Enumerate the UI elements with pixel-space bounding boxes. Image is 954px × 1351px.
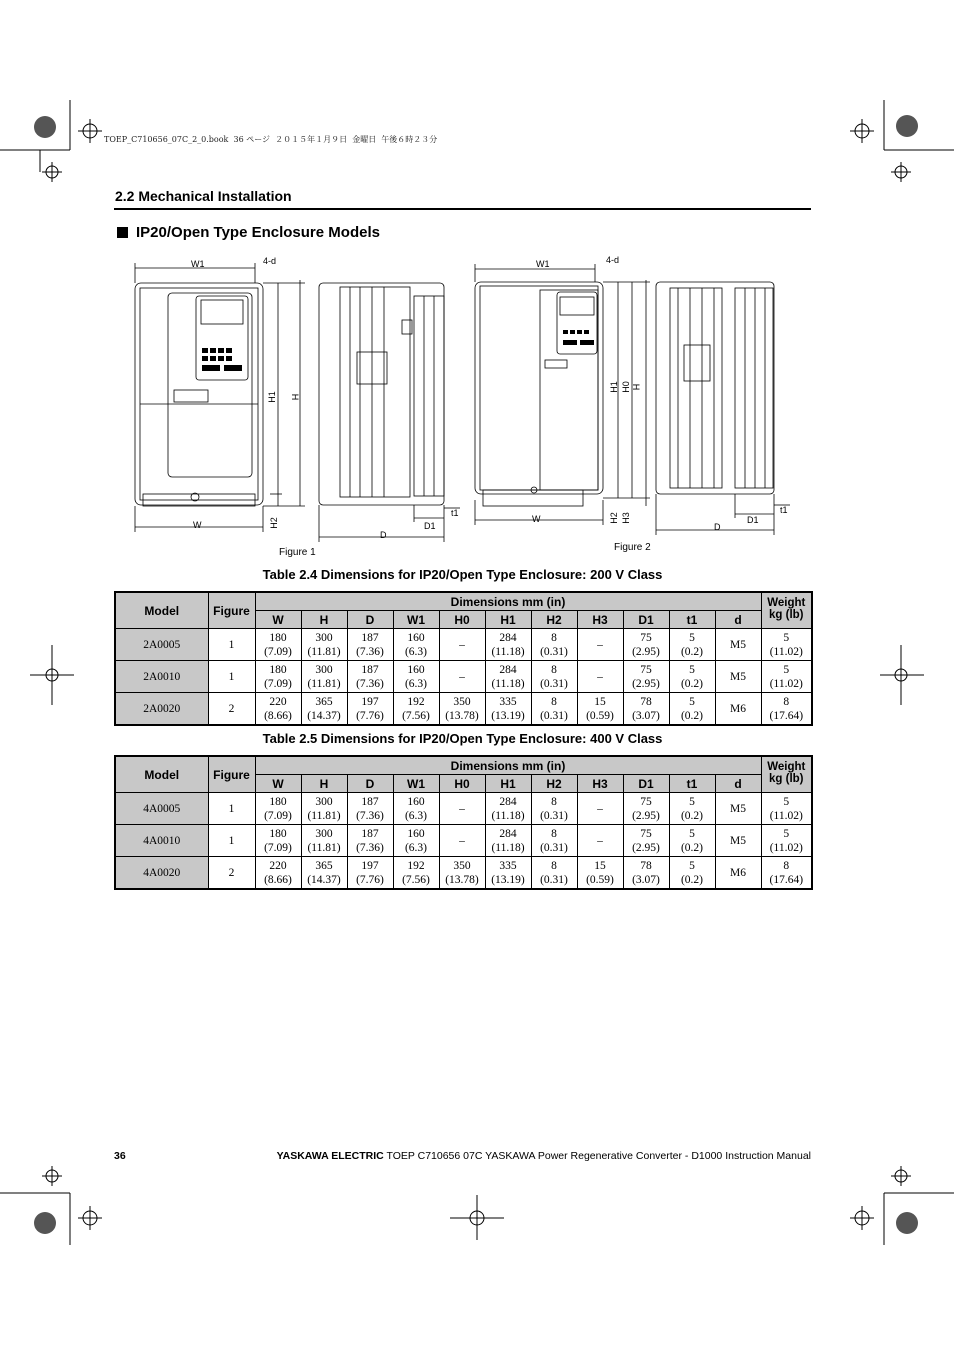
fig2-label-h: H	[631, 383, 642, 391]
cell-w1: 160 (6.3)	[393, 793, 439, 825]
cell-figure: 2	[208, 693, 255, 726]
fig1-label-4d: 4-d	[263, 256, 277, 266]
cell-t1: 5 (0.2)	[669, 629, 715, 661]
dimensions-table-400v	[114, 755, 813, 890]
cell-h: 300 (11.81)	[301, 661, 347, 693]
cell-d: M5	[715, 661, 761, 693]
cell-h: 365 (14.37)	[301, 857, 347, 890]
fig1-label-h1: H1	[266, 391, 277, 403]
header-column-h2: H2	[531, 775, 577, 793]
cell-w: 220 (8.66)	[255, 857, 301, 890]
header-dimensions-group: Dimensions mm (in)	[255, 756, 761, 775]
cell-h2: 8 (0.31)	[531, 857, 577, 890]
cell-model: 4A0020	[115, 857, 208, 890]
cell-t1: 5 (0.2)	[669, 793, 715, 825]
header-column-h: H	[301, 611, 347, 629]
header-column-w: W	[255, 775, 301, 793]
header-weight: Weight kg (lb)	[761, 592, 812, 629]
cell-h0: –	[439, 661, 485, 693]
cell-h1: 284 (11.18)	[485, 825, 531, 857]
cell-h3: –	[577, 793, 623, 825]
cell-weight: 8 (17.64)	[761, 693, 812, 726]
cell-figure: 1	[208, 825, 255, 857]
header-figure: Figure	[208, 756, 255, 793]
header-model: Model	[115, 592, 208, 629]
fig1-label-t1: t1	[451, 508, 459, 518]
table-row	[115, 857, 812, 890]
cell-h2: 8 (0.31)	[531, 825, 577, 857]
cell-d: M5	[715, 793, 761, 825]
cell-w1: 160 (6.3)	[393, 629, 439, 661]
header-column-d1: D1	[623, 611, 669, 629]
header-column-h: H	[301, 775, 347, 793]
cell-model: 4A0010	[115, 825, 208, 857]
footer-text	[277, 1150, 811, 1162]
cell-d: 197 (7.76)	[347, 857, 393, 890]
fig2-label-w1: W1	[536, 259, 550, 269]
cell-model: 2A0005	[115, 629, 208, 661]
table-row	[115, 661, 812, 693]
cell-h0: –	[439, 629, 485, 661]
cell-h1: 284 (11.18)	[485, 629, 531, 661]
cell-h0: 350 (13.78)	[439, 857, 485, 890]
section-title: 2.2 Mechanical Installation	[115, 188, 292, 204]
cell-d: M5	[715, 825, 761, 857]
header-model: Model	[115, 756, 208, 793]
cell-h2: 8 (0.31)	[531, 661, 577, 693]
dimension-drawings	[0, 0, 954, 580]
fig1-label-w1: W1	[191, 259, 205, 269]
cell-h: 300 (11.81)	[301, 793, 347, 825]
cell-h3: –	[577, 661, 623, 693]
table-caption-200v: Table 2.4 Dimensions for IP20/Open Type Enclosure: 200 V Class	[262, 567, 663, 582]
cell-w: 180 (7.09)	[255, 825, 301, 857]
cell-d: 187 (7.36)	[347, 793, 393, 825]
header-column-d: D	[347, 611, 393, 629]
cell-weight: 8 (17.64)	[761, 857, 812, 890]
fig1-label-d: D	[380, 530, 387, 540]
fig2-label-d: D	[714, 522, 721, 532]
cell-w: 180 (7.09)	[255, 661, 301, 693]
subsection-title: IP20/Open Type Enclosure Models	[136, 224, 380, 241]
cell-d: M5	[715, 629, 761, 661]
cell-t1: 5 (0.2)	[669, 825, 715, 857]
cell-h0: –	[439, 825, 485, 857]
cell-d1: 75 (2.95)	[623, 629, 669, 661]
header-weight: Weight kg (lb)	[761, 756, 812, 793]
cell-h: 365 (14.37)	[301, 693, 347, 726]
header-column-t1: t1	[669, 611, 715, 629]
cell-w1: 192 (7.56)	[393, 857, 439, 890]
header-column-h3: H3	[577, 611, 623, 629]
cell-figure: 1	[208, 793, 255, 825]
fig2-label-h2: H2	[608, 512, 619, 524]
fig2-label-4d: 4-d	[606, 255, 620, 265]
cell-weight: 5 (11.02)	[761, 825, 812, 857]
cell-h1: 335 (13.19)	[485, 857, 531, 890]
cell-d1: 75 (2.95)	[623, 825, 669, 857]
table-row	[115, 693, 812, 726]
cell-d: 197 (7.76)	[347, 693, 393, 726]
cell-t1: 5 (0.2)	[669, 693, 715, 726]
cell-w1: 192 (7.56)	[393, 693, 439, 726]
cell-d1: 75 (2.95)	[623, 793, 669, 825]
cell-w: 180 (7.09)	[255, 793, 301, 825]
header-column-h1: H1	[485, 611, 531, 629]
cell-h3: –	[577, 825, 623, 857]
header-column-d1: D1	[623, 775, 669, 793]
dimensions-table-200v	[114, 591, 813, 726]
cell-d: 187 (7.36)	[347, 629, 393, 661]
fig1-label-w: W	[193, 520, 202, 530]
header-column-t1: t1	[669, 775, 715, 793]
cell-figure: 2	[208, 857, 255, 890]
cell-figure: 1	[208, 661, 255, 693]
fig2-label-h3: H3	[620, 512, 631, 524]
fig2-label-t1: t1	[780, 505, 788, 515]
cell-d1: 78 (3.07)	[623, 857, 669, 890]
cell-d: 187 (7.36)	[347, 825, 393, 857]
header-column-d: d	[715, 775, 761, 793]
fig2-label-w: W	[532, 514, 541, 524]
header-dimensions-group: Dimensions mm (in)	[255, 592, 761, 611]
fig1-label-h: H	[290, 393, 301, 401]
footer-manual-title: TOEP C710656 07C YASKAWA Power Regenerative Converter - D1000 Instruction Manual	[386, 1150, 811, 1162]
table-row	[115, 629, 812, 661]
cell-t1: 5 (0.2)	[669, 857, 715, 890]
cell-h2: 8 (0.31)	[531, 629, 577, 661]
fig1-caption: Figure 1	[279, 547, 316, 558]
page-number: 36	[114, 1150, 126, 1162]
header-column-w1: W1	[393, 775, 439, 793]
cell-h: 300 (11.81)	[301, 629, 347, 661]
cell-weight: 5 (11.02)	[761, 793, 812, 825]
fig2-label-h0: H0	[620, 381, 631, 393]
cell-w1: 160 (6.3)	[393, 661, 439, 693]
cell-weight: 5 (11.02)	[761, 661, 812, 693]
cell-figure: 1	[208, 629, 255, 661]
fig2-label-h1: H1	[608, 381, 619, 393]
header-column-h0: H0	[439, 611, 485, 629]
fig1-label-h2: H2	[268, 517, 279, 529]
header-column-w1: W1	[393, 611, 439, 629]
cell-h2: 8 (0.31)	[531, 793, 577, 825]
cell-weight: 5 (11.02)	[761, 629, 812, 661]
footer-brand: YASKAWA ELECTRIC	[276, 1150, 384, 1162]
table-row	[115, 825, 812, 857]
cell-w1: 160 (6.3)	[393, 825, 439, 857]
fig1-label-d1: D1	[424, 521, 436, 531]
header-column-h0: H0	[439, 775, 485, 793]
cell-h: 300 (11.81)	[301, 825, 347, 857]
cell-t1: 5 (0.2)	[669, 661, 715, 693]
cell-h3: 15 (0.59)	[577, 693, 623, 726]
cell-model: 2A0010	[115, 661, 208, 693]
cell-h0: –	[439, 793, 485, 825]
header-column-h3: H3	[577, 775, 623, 793]
cell-h3: 15 (0.59)	[577, 857, 623, 890]
table-caption-400v: Table 2.5 Dimensions for IP20/Open Type Enclosure: 400 V Class	[262, 731, 663, 746]
cell-d: M6	[715, 857, 761, 890]
cell-w: 220 (8.66)	[255, 693, 301, 726]
header-column-w: W	[255, 611, 301, 629]
cell-h1: 284 (11.18)	[485, 793, 531, 825]
cell-d: 187 (7.36)	[347, 661, 393, 693]
header-column-d: D	[347, 775, 393, 793]
header-column-h2: H2	[531, 611, 577, 629]
cell-h2: 8 (0.31)	[531, 693, 577, 726]
header-figure: Figure	[208, 592, 255, 629]
cell-d: M6	[715, 693, 761, 726]
fig2-label-d1: D1	[747, 515, 759, 525]
print-header: TOEP_C710656_07C_2_0.book 36 ページ ２０１５年１月９日 金曜日 午後６時２３分	[104, 135, 438, 144]
cell-d1: 78 (3.07)	[623, 693, 669, 726]
fig2-caption: Figure 2	[614, 542, 651, 553]
cell-w: 180 (7.09)	[255, 629, 301, 661]
cell-h3: –	[577, 629, 623, 661]
cell-model: 2A0020	[115, 693, 208, 726]
cell-h1: 284 (11.18)	[485, 661, 531, 693]
cell-h1: 335 (13.19)	[485, 693, 531, 726]
table-row	[115, 793, 812, 825]
header-column-h1: H1	[485, 775, 531, 793]
cell-model: 4A0005	[115, 793, 208, 825]
header-column-d: d	[715, 611, 761, 629]
cell-h0: 350 (13.78)	[439, 693, 485, 726]
cell-d1: 75 (2.95)	[623, 661, 669, 693]
